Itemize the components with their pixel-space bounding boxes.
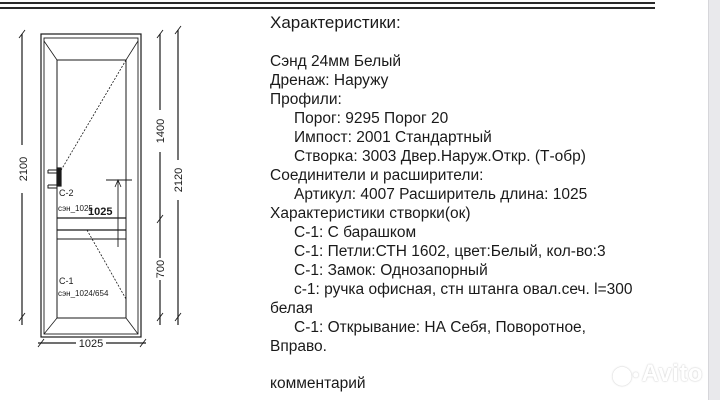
spec-line: Артикул: 4007 Расширитель длина: 1025 [294, 186, 588, 203]
spec-line: Сэнд 24мм Белый [270, 53, 401, 70]
spec-panel [270, 0, 710, 400]
spec-comment: комментарий [270, 375, 366, 392]
sash-lower-size: сэн_1024/654 [58, 289, 109, 298]
spec-line: белая [270, 300, 313, 317]
spec-line: Соединители и расширители: [270, 167, 484, 184]
avito-paws-icon: ⬤• [612, 365, 640, 385]
dim-upper-height: 1400 [155, 118, 167, 144]
spec-line: С-1: С барашком [294, 224, 417, 241]
spec-line: Дренаж: Наружу [270, 72, 389, 89]
sash-upper-size: сэн_1025 [58, 204, 93, 213]
spec-line: Импост: 2001 Стандартный [294, 129, 492, 146]
impost-width-label: 1025 [88, 206, 113, 218]
spec-line: Порог: 9295 Порог 20 [294, 110, 449, 127]
spec-line: с-1: ручка офисная, стн штанга овал.сеч. l=300 [294, 281, 633, 298]
dim-total-height-left: 2100 [18, 156, 30, 182]
sash-lower-id: С-1 [59, 276, 74, 286]
spec-line: Створка: 3003 Двер.Наруж.Откр. (Т-обр) [294, 148, 586, 165]
dim-width: 1025 [78, 338, 104, 350]
spec-title: Характеристики: [270, 13, 401, 32]
spec-line: С-1: Открывание: НА Себя, Поворотное, [294, 319, 586, 336]
spec-line: Вправо. [270, 338, 327, 355]
spec-line: С-1: Петли:СТН 1602, цвет:Белый, кол-во:3 [294, 243, 606, 260]
spec-line: Характеристики створки(ок) [270, 205, 471, 222]
handle-icon [57, 168, 61, 186]
spec-line: С-1: Замок: Однозапорный [294, 262, 488, 279]
sash-upper-id: С-2 [59, 188, 74, 198]
watermark-text: Avito [641, 360, 704, 387]
dim-total-height-right: 2120 [173, 167, 185, 193]
avito-watermark [612, 360, 703, 388]
door-drawing [0, 0, 260, 400]
spec-line: Профили: [270, 91, 342, 108]
dim-lower-height: 700 [155, 259, 167, 279]
